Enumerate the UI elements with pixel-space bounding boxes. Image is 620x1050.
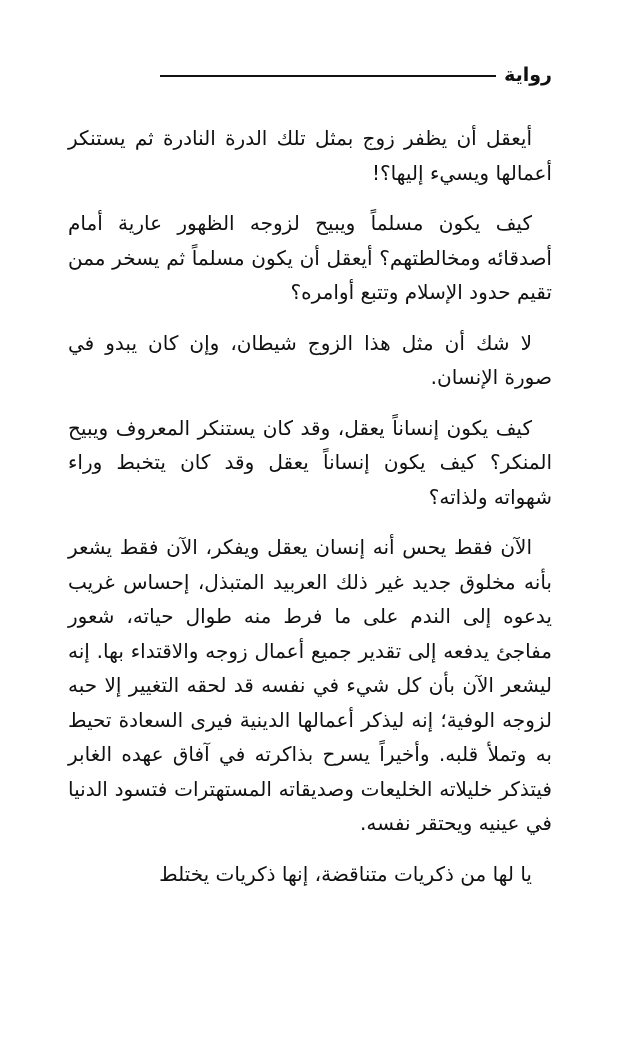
header-rule [160,75,496,77]
paragraph: كيف يكون مسلماً ويبيح لزوجه الظهور عارية أمام أصدقائه ومخالطتهم؟ أيعقل أن يكون مسلماً ثم يسخر ممن تقيم حدود الإسلام وتتبع أوامره؟ [68,211,552,304]
paragraph: كيف يكون إنساناً يعقل، وقد كان يستنكر المعروف ويبيح المنكر؟ كيف يكون إنساناً يعقل وقد كان يتخبط وراء شهواته ولذاته؟ [68,415,552,509]
paragraph: أيعقل أن يظفر زوج بمثل تلك الدرة النادرة ثم يستنكر أعمالها ويسيء إليها؟! [68,126,552,185]
paragraph: يا لها من ذكريات متناقضة، إنها ذكريات يختلط [159,861,532,886]
running-header-title: رواية [504,64,552,86]
running-header [160,58,552,92]
paragraph: الآن فقط يحس أنه إنسان يعقل ويفكر، الآن فقط يشعر بأنه مخلوق جديد غير ذلك العربيد المتبذل، إحساس غريب يدعوه إلى الندم على ما فرط منه طوال حياته، شعور مفاجئ يدفعه إلى تقدير جميع أعمال زوجه والاقتداء بها. إنه ليشعر الآن بأن كل شيء في نفسه قد لحقه التغيير إلا حبه لزوجه الوفية؛ إنه ليذكر أعمالها الدينية فيرى السعادة تحيط به وتملأ قلبه. وأخيراً يسرح بذاكرته في آفاق عهده الغابر فيتذكر خليلاته الخليعات وصديقاته المستهترات فتسود الدنيا في عينيه ويحتقر نفسه. [68,535,552,835]
paragraph: لا شك أن مثل هذا الزوج شيطان، وإن كان يبدو في صورة الإنسان. [68,330,552,389]
page-body [68,121,552,907]
